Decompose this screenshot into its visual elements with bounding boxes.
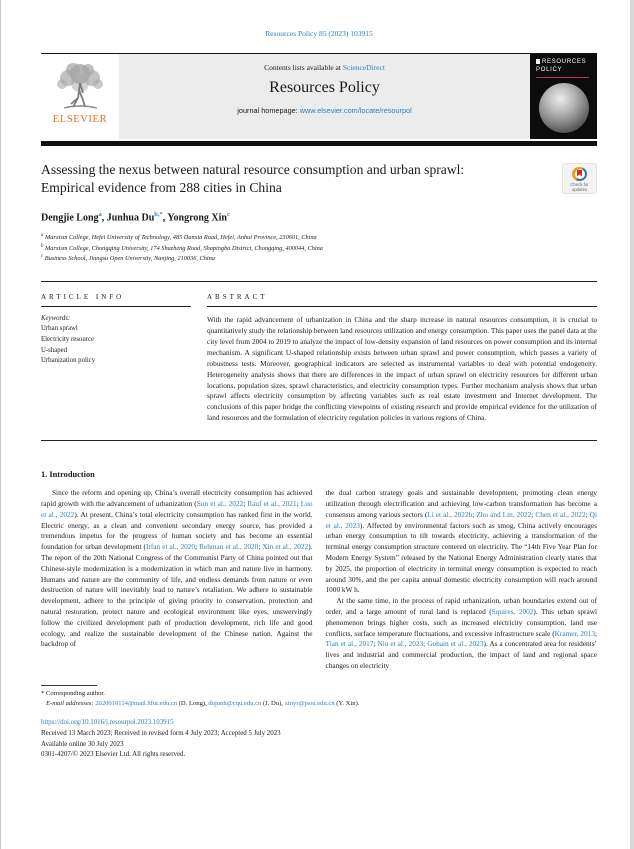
- citation-link[interactable]: Luo et al., 2022: [41, 499, 313, 519]
- email-link[interactable]: dujunh@cqu.edu.cn: [208, 700, 262, 708]
- elsevier-tree-icon: [50, 61, 110, 113]
- text-run: ). The report of the 20th National Congress of the Communist Party of China pointed out that Chinese-style modernization is a modernization in which man and nature live in harmony. Humans and nature are the community of life, and endless demands from nature or even destruction of nature will inevitably lead to nature’s retaliation. We adhere to sustainable development, adhere to the principle of giving priority to conservation, protection and natural restoration, protect nature and ecological environment like eyes, unswervingly follow the civilized development path of production development, rich life and good ecology, and realize the sustainable development of the Chinese nation. Against the backdrop of: [41, 542, 313, 649]
- text-run: ;: [373, 639, 378, 649]
- footnote-rule: [41, 685, 97, 686]
- text-run: ;: [195, 542, 200, 552]
- journal-homepage-link[interactable]: www.elsevier.com/locate/resourpol: [299, 106, 412, 115]
- article-footer: [41, 718, 597, 761]
- email-link[interactable]: 2020010114@mail.hfut.edu.cn: [95, 700, 178, 708]
- author-affiliation-mark[interactable]: c: [226, 211, 230, 218]
- homepage-line: [119, 106, 530, 115]
- citation-link[interactable]: Zhu and Lin, 2022: [476, 509, 532, 519]
- keyword: Urban sprawl: [41, 325, 78, 333]
- text-run: ). Affected by environmental factors such as smog, China actively encourages urban energy consumption to tilt towards electricity, achieving a transformation of the terminal energy consumption structure centered on electricity. The “14th Five Year Plan for Modern Energy System” released by the National Energy Administration clearly states that by 2025, the proportion of electricity in terminal energy consumption is expected to reach around 30%, and the per capita annual domestic electricity consumption will reach around 1000 kW h.: [325, 520, 597, 595]
- affiliation-line: [41, 232, 597, 243]
- cover-logo-icon: [536, 59, 540, 64]
- citation-link[interactable]: Kramer, 2013: [554, 628, 595, 638]
- keyword: Electricity resource: [41, 335, 95, 343]
- check-for-updates-badge[interactable]: [562, 163, 597, 194]
- text-run: ;: [423, 639, 428, 649]
- author-name: Dengjie Long: [41, 212, 99, 224]
- email-link[interactable]: xinyr@jsou.edu.cn: [284, 700, 335, 708]
- page-edge-shadow: [630, 0, 634, 849]
- citation-link[interactable]: Sun et al., 2022: [196, 499, 244, 509]
- keywords-label: Keywords:: [41, 314, 71, 322]
- sciencedirect-link[interactable]: ScienceDirect: [342, 63, 385, 72]
- affiliation-mark: c: [41, 254, 44, 260]
- header-divider-bar: [41, 141, 597, 146]
- text-run: (Y. Xin).: [334, 700, 360, 708]
- text-run: ). At present, China’s total electricity consumption has ranked first in the world. Electric energy, as a clean and convenient secondary energy source, has provided a tremendous impetus for the progress of human society and has become an essential foundation for urban development (: [41, 509, 313, 552]
- author-separator: ,: [101, 212, 107, 224]
- corresponding-author-note: * Corresponding author.: [41, 689, 105, 697]
- keyword: Urbanization policy: [41, 357, 96, 365]
- text-run: the dual carbon strategy goals and sustainable development, promoting clean energy utilization through electrification and achieving low-carbon transformation has become a consensus among various sectors (: [325, 488, 597, 519]
- citation-link[interactable]: Tian et al., 2017: [325, 639, 374, 649]
- article-title: Assessing the nexus between natural resource consumption and urban sprawl: Empirical evidence from 288 cities in China: [41, 161, 465, 196]
- cover-globe-image: [539, 83, 589, 133]
- citation-link[interactable]: Gohain et al., 2023: [427, 639, 484, 649]
- text-run: ;: [296, 499, 301, 509]
- doi-link[interactable]: https://doi.org/10.1016/j.resourpol.2023.103915: [41, 719, 174, 727]
- bookmark-icon: [577, 170, 582, 177]
- elsevier-wordmark: ELSEVIER: [52, 114, 108, 125]
- email-addresses-line: [46, 699, 597, 709]
- article-info-heading: ARTICLE INFO: [41, 282, 191, 307]
- homepage-prefix: journal homepage:: [237, 106, 300, 115]
- body-paragraph: [326, 488, 598, 596]
- text-run: At the same time, in the process of rapid urbanization, urban boundaries extend out of order, and a large amount of rural land is replaced (: [325, 596, 597, 617]
- citation-link[interactable]: Squires, 2002: [491, 607, 534, 617]
- author-name: Yongrong Xin: [167, 212, 227, 224]
- body-column-right: [326, 488, 598, 672]
- keyword: U-shaped: [41, 346, 68, 354]
- text-run: ;: [531, 509, 536, 519]
- available-online: Available online 30 July 2023: [41, 740, 124, 748]
- author-name: Junhua Du: [106, 212, 155, 224]
- text-run: ). As a concentrated area for residents’ lives and industrial and commercial production, the impact of land and regional space changes on electricity: [325, 639, 597, 671]
- body-paragraph: [41, 488, 313, 650]
- affiliation-mark: b: [41, 243, 44, 249]
- citation-link[interactable]: Rauf et al., 2021: [247, 499, 297, 509]
- received-dates: Received 13 March 2023; Received in revised form 4 July 2023; Accepted 5 July 2023: [41, 729, 281, 737]
- text-run: ). This urban sprawl phenomenon brings higher costs, such as increased electricity consumption, land use conflicts, surface temperature fluctuations, and excessive infrastructure scale (: [325, 607, 597, 638]
- text-run: ;: [585, 509, 590, 519]
- email-label: E-mail addresses:: [46, 700, 94, 708]
- text-run: Since the reform and opening up, China’s overall electricity consumption has achieved rapid growth with the advancement of urbanization (: [41, 488, 313, 509]
- affiliation-text: Marxism College, Chongqing University, 174 Shazheng Road, Shapingba District, Chongqing, 400044, China: [44, 244, 323, 252]
- body-columns: [41, 488, 597, 672]
- journal-cover-thumbnail: [530, 54, 597, 139]
- affiliation-line: [41, 253, 597, 264]
- citation-link[interactable]: Niu et al., 2023: [377, 639, 424, 649]
- abstract-heading: ABSTRACT: [207, 282, 597, 307]
- section-heading-introduction: 1. Introduction: [41, 470, 95, 480]
- cover-accent-rule: [536, 77, 589, 79]
- text-run: ;: [472, 509, 477, 519]
- affiliation-line: [41, 243, 597, 254]
- email-list: [95, 700, 359, 707]
- abstract-text: With the rapid advancement of urbanization in China and the sharp increase in natural resources consumption, it is crucial to quantitatively study the relationship between land resources utilization and energy consumption. This paper uses the panel data at the city level from 2004 to 2019 to analyze the impact of low-density expansion of land resources on power consumption and its internal mechanism. A significant U-shaped relationship exists between urban sprawl and power consumption, which passes a variety of robustness tests. Moreover, geographical indicators are selected as instrumental variables to deal with potential endogeneity. Heterogeneity analysis shows that there are differences in the impact of urban sprawl on electricity resources for different urban locations, population sizes, sprawl characteristics, and electricity consumption types. Further mechanism analysis shows that urban sprawl affects electricity consumption by affecting variables such as real estate investment and Internet development. The conclusions of this paper bridge the conflicting viewpoints of existing research and provide empirical evidence for the utilization of land resources and the formulation of electricity regulation policies in various regions of China.: [207, 314, 597, 423]
- text-run: ;: [258, 542, 263, 552]
- cover-title-line1: RESOURCES: [542, 59, 587, 66]
- affiliation-text: Marxism College, Hefei University of Technology, 485 Danxia Road, Hefei, Anhui Province, 230601, China: [44, 234, 317, 242]
- affiliation-mark: a: [41, 233, 44, 239]
- running-head-citation[interactable]: Resources Policy 85 (2023) 103915: [265, 29, 373, 38]
- author-separator: ,: [162, 212, 168, 224]
- text-run: ;: [243, 499, 248, 509]
- text-run: ;: [594, 628, 597, 638]
- citation-link[interactable]: Xin et al., 2022: [262, 542, 309, 552]
- contents-prefix: Contents lists available at: [264, 63, 343, 72]
- cover-title: [536, 59, 592, 75]
- elsevier-logo: [41, 54, 119, 139]
- journal-header: [41, 53, 597, 139]
- cover-title-line2: POLICY: [536, 66, 563, 73]
- citation-link[interactable]: Irfan et al., 2020: [146, 542, 196, 552]
- citation-link[interactable]: Rehman et al., 2020: [199, 542, 259, 552]
- body-paragraph: [326, 596, 598, 672]
- author-affiliation-mark[interactable]: a: [98, 211, 102, 218]
- author-line: [41, 211, 597, 223]
- copyright-line: 0301-4207/© 2023 Elsevier Ltd. All rights reserved.: [41, 751, 186, 759]
- journal-title: Resources Policy: [269, 79, 380, 96]
- text-run: (J. Du),: [261, 700, 285, 708]
- keywords-block: [41, 314, 191, 367]
- contents-line: [119, 63, 530, 72]
- text-run: (D. Long),: [177, 700, 209, 708]
- article-info-abstract-section: [41, 282, 597, 441]
- author-affiliation-mark[interactable]: b,*: [154, 211, 163, 218]
- crossmark-icon: [572, 167, 587, 181]
- journal-banner: [119, 54, 530, 139]
- body-column-left: [41, 488, 313, 672]
- footnote-block: [41, 685, 597, 709]
- citation-link[interactable]: Qi et al., 2023: [325, 509, 597, 530]
- citation-link[interactable]: Chen et al., 2022: [535, 509, 586, 519]
- citation-link[interactable]: Li et al., 2022b: [427, 509, 473, 519]
- check-updates-label: Check for updates: [570, 181, 589, 193]
- affiliation-text: Business School, Jiangsu Open University, Nanjing, 210036, China: [44, 255, 215, 263]
- affiliations: [41, 232, 597, 264]
